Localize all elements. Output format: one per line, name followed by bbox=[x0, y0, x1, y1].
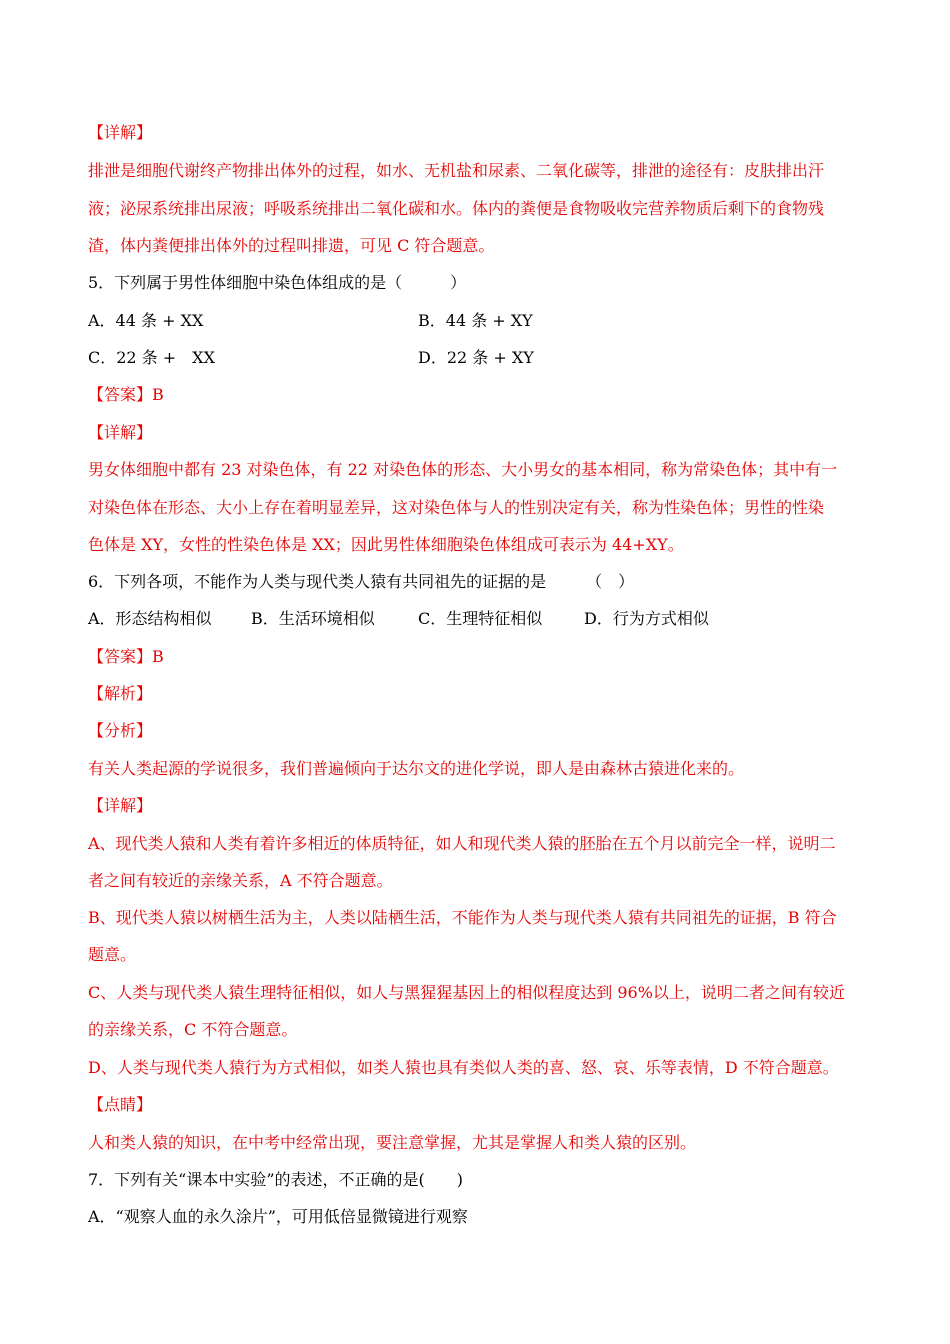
dianjing-text: 人和类人猿的知识，在中考中经常出现，要注意掌握，尤其是掌握人和类人猿的区别。 bbox=[88, 1133, 697, 1152]
question-5-option-c: C．22 条 + XX bbox=[88, 348, 215, 367]
detail-line: 排泄是细胞代谢终产物排出体外的过程，如水、无机盐和尿素、二氧化碳等，排泄的途径有：皮肤排出汗 bbox=[88, 161, 825, 180]
analysis-tag: 【解析】 bbox=[88, 684, 153, 703]
question-5-stem: 5．下列属于男性体细胞中染色体组成的是（ ） bbox=[88, 273, 467, 292]
question-6-option-c: C．生理特征相似 bbox=[418, 609, 543, 628]
detail-line: A、现代类人猿和人类有着许多相近的体质特征，如人和现代类人猿的胚胎在五个月以前完全一样，说明二 bbox=[88, 834, 836, 853]
question-6-stem: 6．下列各项，不能作为人类与现代类人猿有共同祖先的证据的是 （ ） bbox=[88, 572, 635, 591]
fenxi-text: 有关人类起源的学说很多，我们普遍倾向于达尔文的进化学说，即人是由森林古猿进化来的。 bbox=[88, 759, 745, 778]
question-5-option-a: A．44 条 + XX bbox=[88, 311, 204, 330]
answer-tag: 【答案】 bbox=[88, 647, 153, 666]
answer-tag: 【答案】 bbox=[88, 385, 153, 404]
detail-line: C、人类与现代类人猿生理特征相似，如人与黑猩猩基因上的相似程度达到 96%以上，说明二者之间有较近 bbox=[88, 983, 845, 1002]
detail-line: D、人类与现代类人猿行为方式相似，如类人猿也具有类似人类的喜、怒、哀、乐等表情，D 不符合题意。 bbox=[88, 1058, 839, 1077]
question-6-option-d: D．行为方式相似 bbox=[584, 609, 709, 628]
detail-line: 男女体细胞中都有 23 对染色体，有 22 对染色体的形态、大小男女的基本相同，称为常染色体；其中有一 bbox=[88, 460, 838, 479]
answer-value: B bbox=[152, 647, 164, 666]
detail-line: 色体是 XY，女性的性染色体是 XX；因此男性体细胞染色体组成可表示为 44+XY。 bbox=[88, 535, 684, 554]
detail-line: 的亲缘关系，C 不符合题意。 bbox=[88, 1020, 298, 1039]
question-5-option-d: D．22 条 + XY bbox=[418, 348, 534, 367]
question-7-option-a: A．“观察人血的永久涂片”，可用低倍显微镜进行观察 bbox=[88, 1207, 468, 1226]
detail-tag: 【详解】 bbox=[88, 796, 153, 815]
question-6-option-a: A．形态结构相似 bbox=[88, 609, 212, 628]
detail-tag: 【详解】 bbox=[88, 423, 153, 442]
detail-line: 者之间有较近的亲缘关系，A 不符合题意。 bbox=[88, 871, 393, 890]
detail-line: 题意。 bbox=[88, 945, 137, 964]
question-5-option-b: B．44 条 + XY bbox=[418, 311, 533, 330]
dianjing-tag: 【点睛】 bbox=[88, 1095, 153, 1114]
detail-line: B、现代类人猿以树栖生活为主，人类以陆栖生活，不能作为人类与现代类人猿有共同祖先的证据，B 符合 bbox=[88, 908, 837, 927]
question-6-answer bbox=[88, 646, 164, 668]
detail-line: 液；泌尿系统排出尿液；呼吸系统排出二氧化碳和水。体内的粪便是食物吸收完营养物质后剩下的食物残 bbox=[88, 199, 825, 218]
detail-tag: 【详解】 bbox=[88, 123, 153, 142]
detail-line: 对染色体在形态、大小上存在着明显差异，这对染色体与人的性别决定有关，称为性染色体；男性的性染 bbox=[88, 498, 825, 517]
question-5-answer bbox=[88, 384, 164, 406]
answer-value: B bbox=[152, 385, 164, 404]
detail-line: 渣，体内粪便排出体外的过程叫排遗，可见 C 符合题意。 bbox=[88, 236, 495, 255]
question-7-stem: 7．下列有关“课本中实验”的表述，不正确的是( ) bbox=[88, 1170, 464, 1189]
fenxi-tag: 【分析】 bbox=[88, 721, 153, 740]
question-6-option-b: B．生活环境相似 bbox=[251, 609, 375, 628]
